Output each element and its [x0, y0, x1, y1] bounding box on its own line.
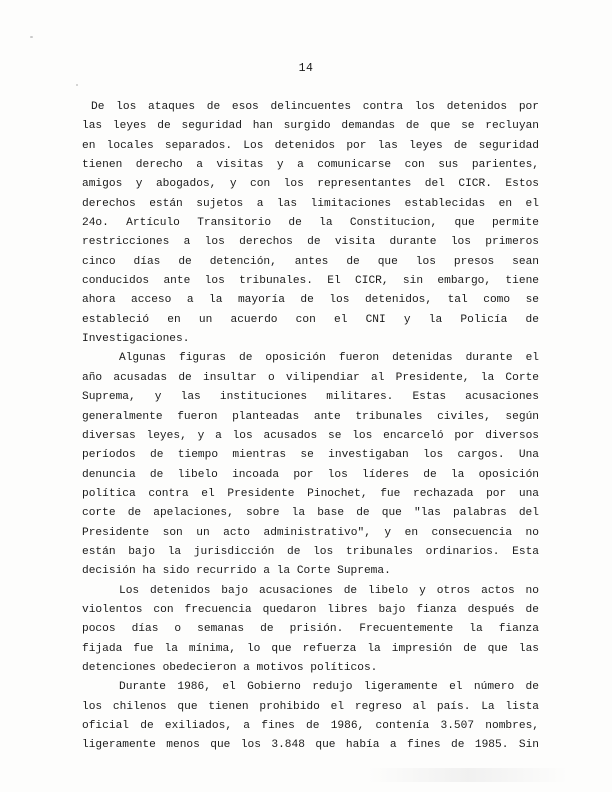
text-line: fijada fue la mínima, lo que refuerza la impresión de que las: [82, 642, 539, 655]
text-line: Durante 1986, el Gobierno redujo ligeramente el número de: [119, 681, 539, 694]
scan-speck: [30, 36, 33, 38]
text-line: cinco días de detención, antes de que los presos sean: [82, 255, 539, 268]
text-line: Los detenidos bajo acusaciones de libelo y otros actos no: [119, 584, 539, 597]
text-line: ahora acceso a la mayoría de los detenidos, tal como se: [82, 294, 539, 307]
text-line: pocos días o semanas de prisión. Frecuentemente la fianza: [82, 623, 539, 636]
text-line: estableció en un acuerdo con el CNI y la Policía de: [82, 313, 539, 326]
text-line: los chilenos que tienen prohibido el regreso al país. La lista: [82, 700, 539, 713]
text-line: están bajo la jurisdicción de los tribunales ordinarios. Esta: [82, 545, 539, 558]
scan-speck: [76, 84, 78, 86]
body-text: [82, 98, 539, 756]
text-line: año acusadas de insultar o vilipendiar al Presidente, la Corte: [82, 371, 539, 384]
text-line: diversas leyes, y a los acusados se los encarceló por diversos: [82, 429, 539, 442]
text-line: política contra el Presidente Pinochet, fue rechazada por una: [82, 487, 539, 500]
scan-artifact: [368, 768, 568, 782]
text-line: denuncia de libelo incoada por los líderes de la oposición: [82, 468, 539, 481]
text-line: restricciones a los derechos de visita durante los primeros: [82, 236, 539, 249]
text-line: tienen derecho a visitas y a comunicarse con sus parientes,: [82, 159, 539, 172]
text-line: generalmente fueron planteadas ante tribunales civiles, según: [82, 410, 539, 423]
text-line: decisión ha sido recurrido a la Corte Suprema.: [82, 565, 391, 578]
text-line: derechos están sujetos a las limitaciones establecidas en el: [82, 197, 539, 210]
text-line: amigos y abogados, y con los representantes del CICR. Estos: [82, 178, 539, 191]
text-line: ligeramente menos que los 3.848 que había a fines de 1985. Sin: [82, 739, 539, 752]
text-line: Investigaciones.: [82, 333, 190, 346]
text-line: 24o. Artículo Transitorio de la Constitucion, que permite: [82, 217, 539, 230]
text-line: en locales separados. Los detenidos por las leyes de seguridad: [82, 139, 539, 152]
text-line: detenciones obedecieron a motivos políticos.: [82, 661, 378, 674]
text-line: Suprema, y las instituciones militares. Estas acusaciones: [82, 391, 539, 404]
text-line: oficial de exiliados, a fines de 1986, contenía 3.507 nombres,: [82, 720, 539, 732]
text-line: Presidente son un acto administrativo", y en consecuencia no: [82, 526, 539, 539]
text-line: períodos de tiempo mientras se investigaban los cargos. Una: [82, 449, 539, 462]
text-line: las leyes de seguridad han surgido demandas de que se recluyan: [82, 120, 539, 133]
page-number: 14: [298, 62, 314, 75]
text-line: De los ataques de esos delincuentes contra los detenidos por: [91, 101, 539, 113]
text-line: Algunas figuras de oposición fueron detenidas durante el: [119, 352, 539, 365]
text-line: conducidos ante los tribunales. El CICR, sin embargo, tiene: [82, 275, 539, 288]
text-line: corte de apelaciones, sobre la base de que "las palabras del: [82, 507, 539, 520]
text-line: violentos con frecuencia quedaron libres bajo fianza después de: [82, 603, 539, 616]
